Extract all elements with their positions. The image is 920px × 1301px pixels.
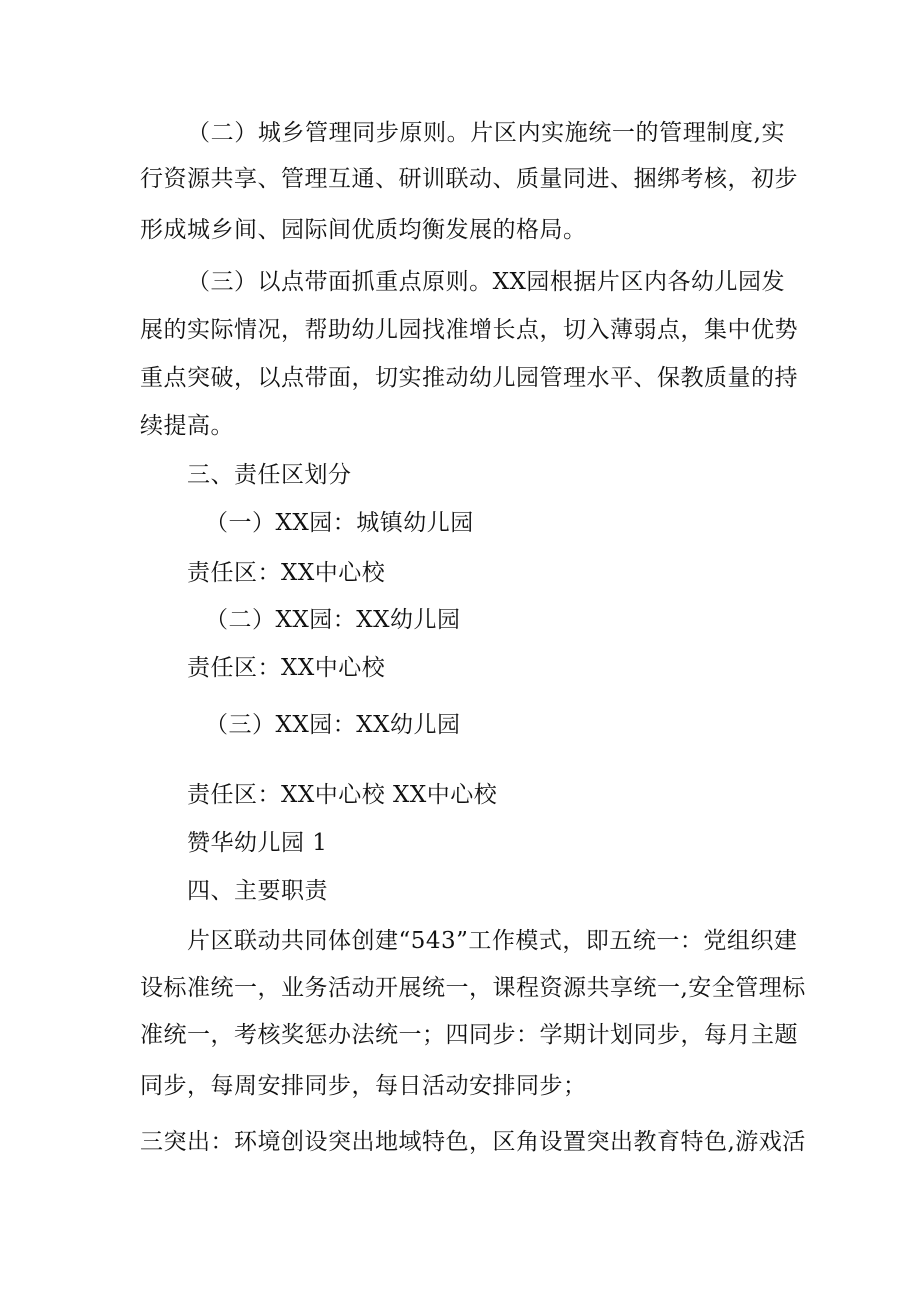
paragraph-line: （二）城乡管理同步原则。片区内实施统一的管理制度,实 [187, 120, 785, 146]
paragraph-line: 展的实际情况，帮助幼儿园找准增长点，切入薄弱点，集中优势 [140, 317, 798, 343]
zone-responsibility: 责任区：XX中心校 [187, 655, 386, 681]
zone-title: （三）XX园：XX幼儿园 [205, 712, 461, 738]
paragraph-line: 行资源共享、管理互通、研训联动、质量同进、捆绑考核，初步 [140, 166, 798, 192]
paragraph-line: 设标准统一，业务活动开展统一，课程资源共享统一,安全管理标 [140, 975, 806, 1001]
section-heading: 四、主要职责 [187, 878, 328, 904]
zone-title: （二）XX园：XX幼儿园 [205, 607, 461, 633]
paragraph-line: 续提高。 [140, 413, 234, 439]
paragraph-line: 重点突破，以点带面，切实推动幼儿园管理水平、保教质量的持 [140, 365, 798, 391]
zone-title: （一）XX园：城镇幼儿园 [205, 510, 474, 536]
zone-responsibility: 责任区：XX中心校 [187, 560, 386, 586]
zone-responsibility: 责任区：XX中心校 XX中心校 [187, 782, 498, 808]
paragraph-line: 准统一，考核奖惩办法统一；四同步：学期计划同步，每月主题 [140, 1022, 798, 1048]
paragraph-line: 片区联动共同体创建“543”工作模式，即五统一：党组织建 [187, 928, 798, 954]
paragraph-line: 同步，每周安排同步，每日活动安排同步； [140, 1073, 587, 1099]
paragraph-line: （三）以点带面抓重点原则。XX园根据片区内各幼儿园发 [187, 269, 785, 295]
section-heading: 三、责任区划分 [187, 462, 352, 488]
zone-extra-text: 赞华幼儿园 1 [187, 830, 328, 856]
paragraph-line: 形成城乡间、园际间优质均衡发展的格局。 [140, 217, 587, 243]
paragraph-line: 三突出：环境创设突出地域特色，区角设置突出教育特色,游戏活 [140, 1129, 806, 1155]
